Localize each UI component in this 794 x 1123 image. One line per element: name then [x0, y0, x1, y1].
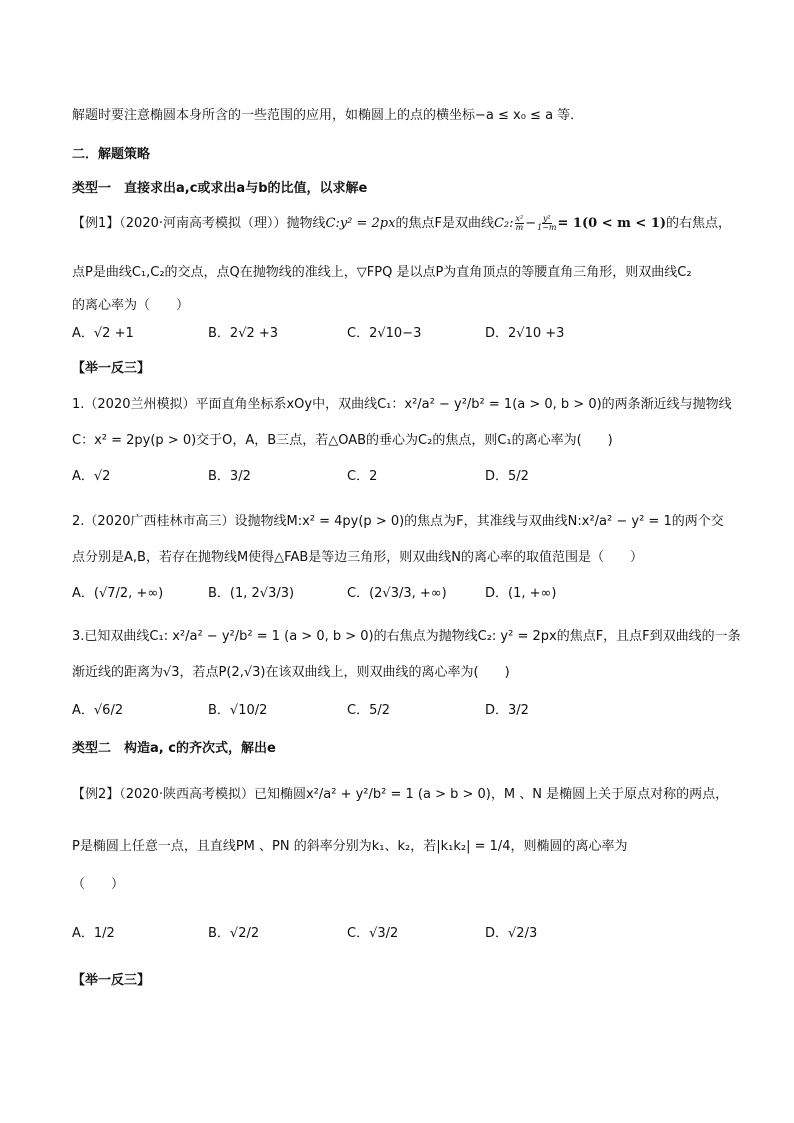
ex1-option-a: A．√2 +1 — [72, 326, 134, 341]
ex1-frac2 — [537, 215, 556, 232]
q2-line2: 点分别是A,B，若存在抛物线M使得△FAB是等边三角形，则双曲线N的离心率的取值范围是（ ） — [72, 550, 643, 565]
q3-line1: 3.已知双曲线C₁: x²/a² − y²/b² = 1 (a > 0, b > 0)的右焦点为抛物线C₂: y² = 2px的焦点F，且点F到双曲线的一条 — [72, 629, 741, 644]
q3-option-a: A．√6/2 — [72, 703, 124, 718]
ex1-line1 — [72, 211, 731, 237]
ex1-prefix: 【例1】（2020·河南高考模拟（理））抛物线 — [72, 216, 326, 231]
ex2-option-a: A．1/2 — [72, 926, 115, 941]
q3-option-c: C．5/2 — [347, 703, 390, 718]
ex1-mid: 的焦点F是双曲线 — [395, 216, 494, 231]
ex1-option-d: D．2√10 +3 — [485, 326, 565, 341]
q1-option-a: A．√2 — [72, 469, 111, 484]
ex1-frac2-den: 1−m — [537, 223, 557, 232]
ex2-option-c: C．√3/2 — [347, 926, 399, 941]
ex2-line3: （ ） — [72, 877, 125, 892]
q2-option-c: C．(2√3/3, +∞) — [347, 586, 447, 601]
ex1-frac2-num: y² — [542, 214, 551, 223]
intro-line: 解题时要注意椭圆本身所含的一些范围的应用，如椭圆上的点的横坐标−a ≤ x₀ ≤ a 等． — [72, 108, 584, 123]
q2-option-b: B．(1, 2√3/3) — [208, 586, 295, 601]
ex1-suffix: 的右焦点， — [666, 216, 732, 231]
type1-title: 类型一 直接求出a,c或求出a与b的比值，以求解e — [72, 181, 368, 196]
q2-line1: 2.（2020广西桂林市高三）设抛物线M:x² = 4py(p > 0)的焦点为F，其准线与双曲线N:x²/a² − y² = 1的两个交 — [72, 514, 724, 529]
q1-line1: 1.（2020兰州模拟）平面直角坐标系xOy中，双曲线C₁：x²/a² − y²/b² = 1(a > 0, b > 0)的两条渐近线与抛物线 — [72, 397, 732, 412]
q1-line2: C：x² = 2py(p > 0)交于O，A，B三点，若△OAB的垂心为C₂的焦点，则C₁的离心率为( ) — [72, 433, 613, 448]
ex1-parabola: C:y² = 2px — [325, 216, 396, 231]
section-title-strategy: 二．解题策略 — [72, 147, 151, 162]
ex2-option-b: B．√2/2 — [208, 926, 260, 941]
q2-option-a: A．(√7/2, +∞) — [72, 586, 164, 601]
ex2-line2: P是椭圆上任意一点，且直线PM 、PN 的斜率分别为k₁、k₂，若|k₁k₂| = 1/4，则椭圆的离心率为 — [72, 839, 628, 854]
practice2-title: 【举一反三】 — [72, 973, 151, 988]
q1-option-c: C．2 — [347, 469, 378, 484]
practice1-title: 【举一反三】 — [72, 361, 151, 376]
ex2-line1: 【例2】（2020·陕西高考模拟）已知椭圆x²/a² + y²/b² = 1 (a > b > 0)，M 、N 是椭圆上关于原点对称的两点， — [72, 787, 729, 802]
ex1-cond: = 1(0 < m < 1) — [557, 216, 667, 231]
q2-option-d: D．(1, +∞) — [485, 586, 557, 601]
q3-option-b: B．√10/2 — [208, 703, 268, 718]
ex1-frac1-den: m — [515, 223, 524, 232]
type2-title: 类型二 构造a, c的齐次式，解出e — [72, 741, 276, 756]
ex1-frac1-num: x² — [515, 214, 524, 223]
q3-line2: 渐近线的距离为√3，若点P(2,√3)在该双曲线上，则双曲线的离心率为( ) — [72, 665, 510, 680]
q3-option-d: D．3/2 — [485, 703, 529, 718]
ex1-hyper-label: C₂: — [493, 216, 514, 231]
ex1-minus: − — [525, 216, 537, 231]
ex2-option-d: D．√2/3 — [485, 926, 538, 941]
ex1-line2: 点P是曲线C₁,C₂的交点，点Q在抛物线的准线上，▽FPQ 是以点P为直角顶点的等腰直角三角形，则双曲线C₂ — [72, 265, 692, 280]
ex1-frac1 — [515, 215, 525, 232]
q1-option-d: D．5/2 — [485, 469, 529, 484]
q1-option-b: B．3/2 — [208, 469, 251, 484]
ex1-option-c: C．2√10−3 — [347, 326, 422, 341]
ex1-option-b: B．2√2 +3 — [208, 326, 279, 341]
ex1-line3: 的离心率为（ ） — [72, 298, 190, 313]
